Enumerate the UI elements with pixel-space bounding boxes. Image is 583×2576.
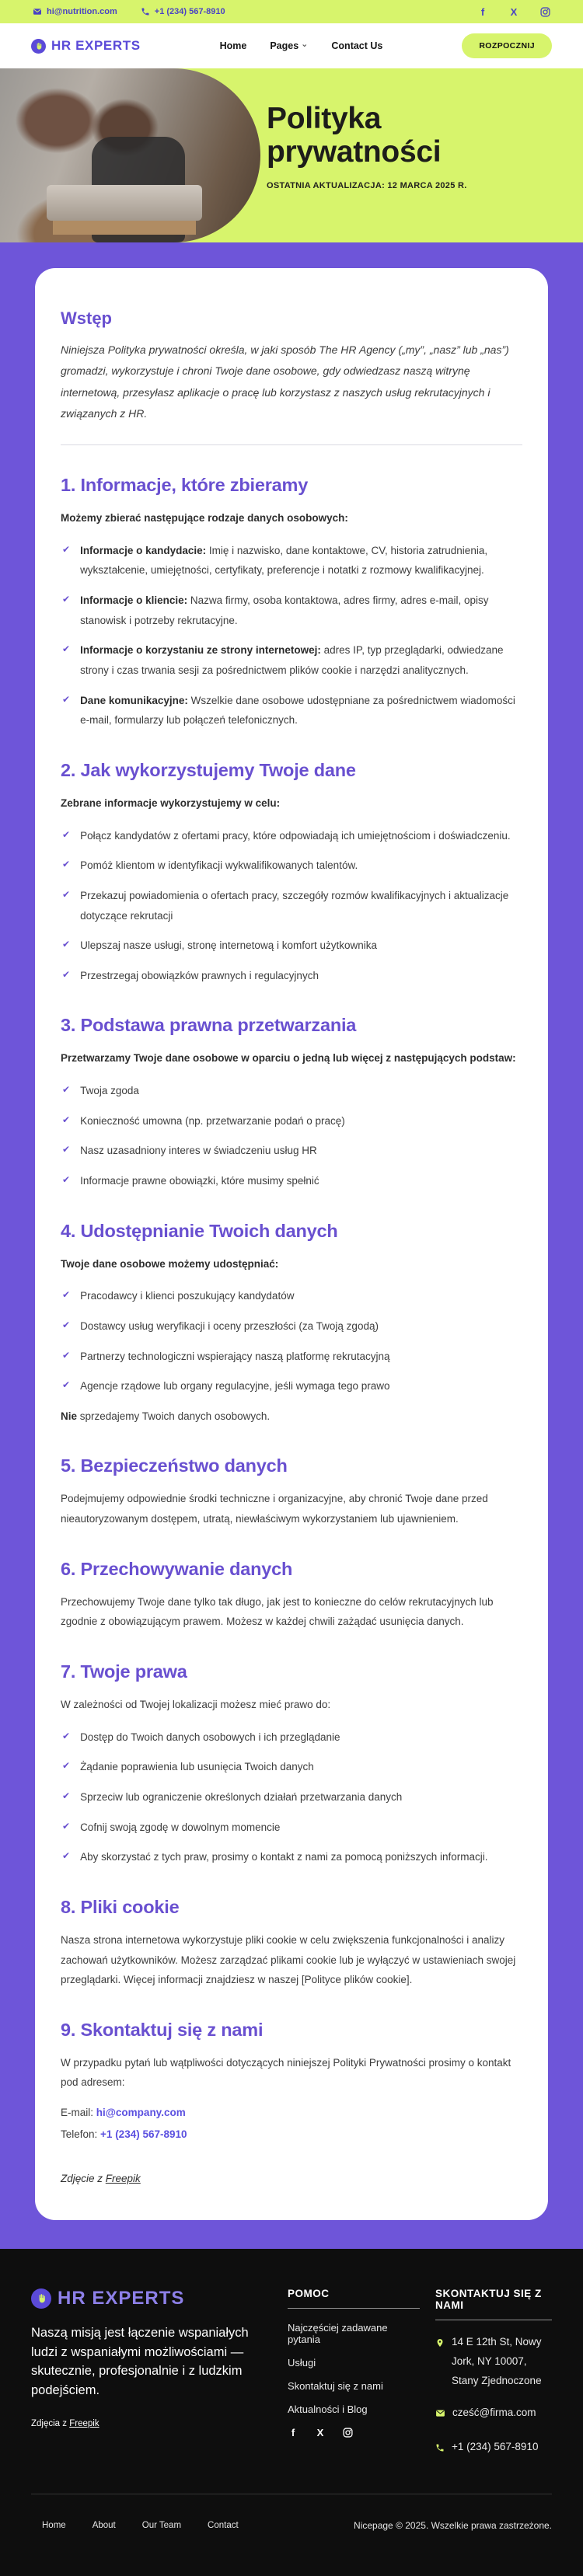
section-title: 6. Przechowywanie danych [61,1558,293,1579]
section-note: Nie sprzedajemy Twoich danych osobowych. [61,1410,271,1422]
check-icon: ✔ [62,1850,71,1862]
divider [61,444,522,445]
footer-bottom-bar [31,2494,552,2576]
footer-photo-credit [31,2419,264,2428]
list-item [61,1787,522,1807]
section-lead: Twoje dane osobowe możemy udostępniać: [61,1257,279,1270]
facebook-icon[interactable]: f [480,5,485,18]
list-item [61,1286,522,1306]
policy-section [61,475,522,730]
copyright: Nicepage © 2025. Wszelkie prawa zastrzeżone. [354,2519,552,2531]
footer-contact-column [435,2288,552,2459]
section-lead: Przetwarzamy Twoje dane osobowe w oparciu o jedną lub więcej z następujących podstaw: [61,1052,516,1065]
section-title: 9. Skontaktuj się z nami [61,2019,264,2040]
check-icon: ✔ [62,1084,71,1096]
hand-logo-icon [31,39,46,54]
help-link-blog[interactable]: Aktualności i Blog [288,2403,368,2415]
check-icon: ✔ [62,1379,71,1391]
footer-brand-logo[interactable] [31,2288,264,2309]
section-title: 8. Pliki cookie [61,1896,180,1917]
footer-email: cześć@firma.com [452,2406,536,2418]
policy-section [61,2020,522,2146]
freepik-link[interactable]: Freepik [105,2172,141,2184]
instagram-icon[interactable] [342,2428,353,2438]
section-lead: Możemy zbierać następujące rodzaje danych osobowych: [61,512,348,525]
footer-bottom-nav [31,2521,239,2530]
bottom-link-about[interactable]: About [92,2520,116,2530]
list-text: Przekazuj powiadomienia o ofertach pracy, szczegóły rozmów kwalifikacyjnych i aktualizacje dotyczące rekrutacji [80,889,509,922]
check-icon: ✔ [62,1730,71,1741]
footer-brand-column [31,2288,264,2459]
check-icon: ✔ [62,1820,71,1832]
list-text: Dane komunikacyjne: Wszelkie dane osobowe udostępniane za pośrednictwem wiadomości e-mail, formularzy lub połączeń telefonicznych. [80,694,515,727]
bottom-link-contact[interactable]: Contact [208,2520,239,2530]
check-icon: ✔ [62,968,71,980]
contact-heading: SKONTAKTUJ SIĘ Z NAMI [435,2288,552,2320]
photo-credit [61,2173,522,2184]
brand-logo[interactable] [31,38,141,54]
hero-section [0,68,583,242]
section-paragraph: Podejmujemy odpowiednie środki techniczne i organizacyjne, aby chronić Twoje dane przed nieautoryzowanym dostępem, utratą, niewłaściwym wykorzystaniem lub ujawnieniem. [61,1493,488,1525]
check-icon: ✔ [62,1114,71,1125]
topbar-email-link[interactable] [33,7,117,16]
section-lead: W zależności od Twojej lokalizacji możesz mieć prawo do: [61,1699,331,1711]
list-text: Konieczność umowna (np. przetwarzanie podań o pracę) [80,1114,345,1127]
footer [0,2249,583,2576]
nav-pages[interactable] [270,40,308,51]
list-text: Połącz kandydatów z ofertami pracy, które odpowiadają ich umiejętnościom i doświadczeniu. [80,829,511,842]
list-text: Przestrzegaj obowiązków prawnych i regulacyjnych [80,969,319,981]
list-item [61,1847,522,1867]
envelope-icon [435,2403,445,2425]
list-item [61,1347,522,1367]
section-title: 2. Jak wykorzystujemy Twoje dane [61,759,356,780]
policy-section [61,760,522,985]
topbar-phone-link[interactable] [141,7,225,16]
x-icon[interactable]: X [316,2427,324,2439]
list-text: Informacje o kliencie: Nazwa firmy, osoba kontaktowa, adres firmy, adres e-mail, opisy stanowisk i potrzeby rekrutacyjne. [80,594,489,626]
policy-card [35,268,548,2220]
check-icon: ✔ [62,859,71,870]
section-lead: Zebrane informacje wykorzystujemy w celu: [61,797,281,809]
intro-heading: Wstęp [61,308,112,328]
list-item [61,640,522,680]
check-icon: ✔ [62,1174,71,1185]
policy-section [61,1897,522,1990]
list-item [61,1081,522,1101]
check-icon: ✔ [62,1144,71,1156]
check-icon: ✔ [62,939,71,950]
envelope-icon [33,7,42,16]
help-link-contact[interactable]: Skontaktuj się z nami [288,2379,383,2392]
phone-icon [141,7,150,16]
phone-icon [435,2438,445,2459]
section-title: 4. Udostępnianie Twoich danych [61,1220,338,1241]
list-text: Pracodawcy i klienci poszukujący kandydatów [80,1290,295,1302]
contact-link[interactable]: hi@company.com [96,2107,186,2119]
list-item [61,936,522,956]
section-title: 1. Informacje, które zbieramy [61,475,309,496]
policy-section [61,1221,522,1427]
list-text: Partnerzy technologiczni wspierający naszą platformę rekrutacyjną [80,1350,390,1362]
footer-phone: +1 (234) 567-8910 [452,2440,539,2452]
check-icon: ✔ [62,693,71,705]
list-text: Nasz uzasadniony interes w świadczeniu usług HR [80,1145,317,1157]
topbar-socials [477,6,550,17]
list-text: Ulepszaj nasze usługi, stronę internetową i komfort użytkownika [80,939,377,952]
section-list [61,1727,522,1867]
list-item [61,1111,522,1131]
section-list [61,1081,522,1191]
list-item [61,826,522,846]
freepik-link[interactable]: Freepik [69,2418,99,2428]
list-text: Pomóż klientom w identyfikacji wykwalifikowanych talentów. [80,859,358,872]
section-title: 3. Podstawa prawna przetwarzania [61,1015,357,1036]
site-header [0,23,583,68]
section-paragraph: W przypadku pytań lub wątpliwości dotyczących niniejszej Polityki Prywatności prosimy o kontakt pod adresem: [61,2056,511,2089]
check-icon: ✔ [62,643,71,655]
section-list [61,826,522,986]
section-paragraph: Nasza strona internetowa wykorzystuje pliki cookie w celu zwiększenia funkcjonalności i analizy zachowań użytkowników. Możesz zarządzać plikami cookie lub je wyłączyć w ustawieniach swojej przeglądarki. Więcej informacji znajdziesz w naszej [Polityce plików cookie]. [61,1933,516,1986]
list-item [61,1316,522,1337]
hero-copy [267,103,467,190]
list-text: Dostęp do Twoich danych osobowych i ich przeglądanie [80,1731,340,1743]
chevron-down-icon: ⌄ [301,39,309,49]
address-text: 14 E 12th St, Nowy Jork, NY 10007, Stany Zjednoczone [452,2335,542,2386]
section-title: 5. Bezpieczeństwo danych [61,1455,288,1476]
footer-credit-prefix: Zdjęcia z [31,2418,70,2428]
list-item [61,541,522,580]
check-icon: ✔ [62,888,71,900]
last-updated: OSTATNIA AKTUALIZACJA: 12 MARCA 2025 R. [267,180,467,190]
check-icon: ✔ [62,594,71,605]
instagram-icon[interactable] [539,6,550,17]
check-icon: ✔ [62,1349,71,1361]
footer-email-link[interactable] [435,2403,552,2425]
policy-section [61,1559,522,1632]
list-text: Aby skorzystać z tych praw, prosimy o kontakt z nami za pomocą poniższych informacji. [80,1851,488,1863]
policy-section [61,1661,522,1867]
help-links [288,2322,420,2415]
nav-contact-us[interactable]: Contact Us [331,40,383,51]
help-link-faq[interactable]: Najczęściej zadawane pytania [288,2321,388,2345]
policy-band [0,242,583,2249]
list-item [61,1727,522,1748]
check-icon: ✔ [62,828,71,840]
list-item [61,886,522,925]
x-icon[interactable]: X [510,5,518,18]
check-icon: ✔ [62,543,71,555]
list-item [61,691,522,730]
check-icon: ✔ [62,1289,71,1301]
facebook-icon[interactable]: f [291,2427,295,2439]
top-bar [0,0,583,23]
list-item [61,966,522,986]
footer-mission: Naszą misją jest łączenie wspaniałych ludzi z wspaniałymi możliwościami — skutecznie, profesjonalnie i z ludzkim podejściem. [31,2325,249,2398]
section-list [61,1286,522,1396]
policy-section [61,1455,522,1529]
list-text: Informacje o korzystaniu ze strony internetowej: adres IP, typ przeglądarki, odwiedzane strony i czas trwania sesji za pośrednictwem plików cookie i narzędzi analitycznych. [80,644,504,677]
section-title: 7. Twoje prawa [61,1661,187,1682]
list-text: Żądanie poprawienia lub usunięcia Twoich danych [80,1761,314,1773]
bottom-link-home[interactable]: Home [42,2520,66,2530]
list-item [61,1171,522,1191]
main-nav [141,40,463,51]
topbar-phone: +1 (234) 567-8910 [154,7,225,16]
nav-pages-label: Pages [270,40,299,51]
contact-link[interactable]: +1 (234) 567-8910 [100,2128,187,2141]
credit-prefix: Zdjęcie z [61,2172,106,2184]
check-icon: ✔ [62,1790,71,1801]
list-text: Twoja zgoda [80,1085,139,1097]
footer-address [435,2333,552,2391]
topbar-email: hi@nutrition.com [47,7,117,16]
list-item [61,1141,522,1161]
help-link-services[interactable]: Usługi [288,2356,316,2369]
list-text: Informacje o kandydacie: Imię i nazwisko, dane kontaktowe, CV, historia zatrudnienia, wykształcenie, umiejętności, certyfikaty, preferencje i notatki z rozmowy kwalifikacyjnej. [80,544,488,577]
footer-columns [31,2288,552,2459]
list-text: Dostawcy usług weryfikacji i oceny przeszłości (za Twoją zgodą) [80,1319,379,1332]
bottom-link-our-team[interactable]: Our Team [141,2520,182,2530]
policy-sections [61,475,522,2146]
list-text: Cofnij swoją zgodę w dowolnym momencie [80,1821,281,1833]
contact-line: Telefon: +1 (234) 567-8910 [61,2128,187,2141]
check-icon: ✔ [62,1319,71,1330]
nav-home[interactable]: Home [219,40,247,51]
footer-socials [288,2428,420,2438]
start-button[interactable]: ROZPOCZNIJ [462,33,552,58]
policy-section [61,1015,522,1190]
intro-paragraph: Niniejsza Polityka prywatności określa, w jaki sposób The HR Agency („my”, „nasz” lub „nas”) gromadzi, wykorzystuje i chroni Twoje dane osobowe, gdy odwiedzasz naszą witrynę internetową, przesyłasz aplikacje o pracę lub korzystasz z naszych usług rekrutacyjnych i związanych z HR. [61,343,509,420]
section-paragraph: Przechowujemy Twoje dane tylko tak długo, jak jest to konieczne do celów rekrutacyjnych lub zgodnie z obowiązującym prawem. Możesz w każdej chwili zażądać usunięcia danych. [61,1595,494,1628]
list-item [61,1376,522,1396]
hero-image [0,68,260,242]
list-text: Agencje rządowe lub organy regulacyjne, jeśli wymaga tego prawo [80,1380,390,1393]
contact-line: E-mail: hi@company.com [61,2107,186,2119]
check-icon: ✔ [62,1760,71,1772]
brand-text: HR EXPERTS [51,38,141,53]
footer-phone-link[interactable] [435,2438,552,2459]
list-text: Informacje prawne obowiązki, które musimy spełnić [80,1175,319,1187]
location-pin-icon [435,2333,445,2355]
list-item [61,856,522,876]
list-text: Sprzeciw lub ograniczenie określonych działań przetwarzania danych [80,1790,403,1803]
section-list [61,541,522,730]
footer-brand-text: HR EXPERTS [58,2287,185,2309]
footer-help-column [288,2288,420,2459]
help-heading: POMOC [288,2288,420,2309]
page-title: Polityka prywatności [267,102,442,169]
list-item [61,1818,522,1838]
list-item [61,1757,522,1777]
list-item [61,591,522,630]
hand-logo-icon [31,2288,51,2309]
